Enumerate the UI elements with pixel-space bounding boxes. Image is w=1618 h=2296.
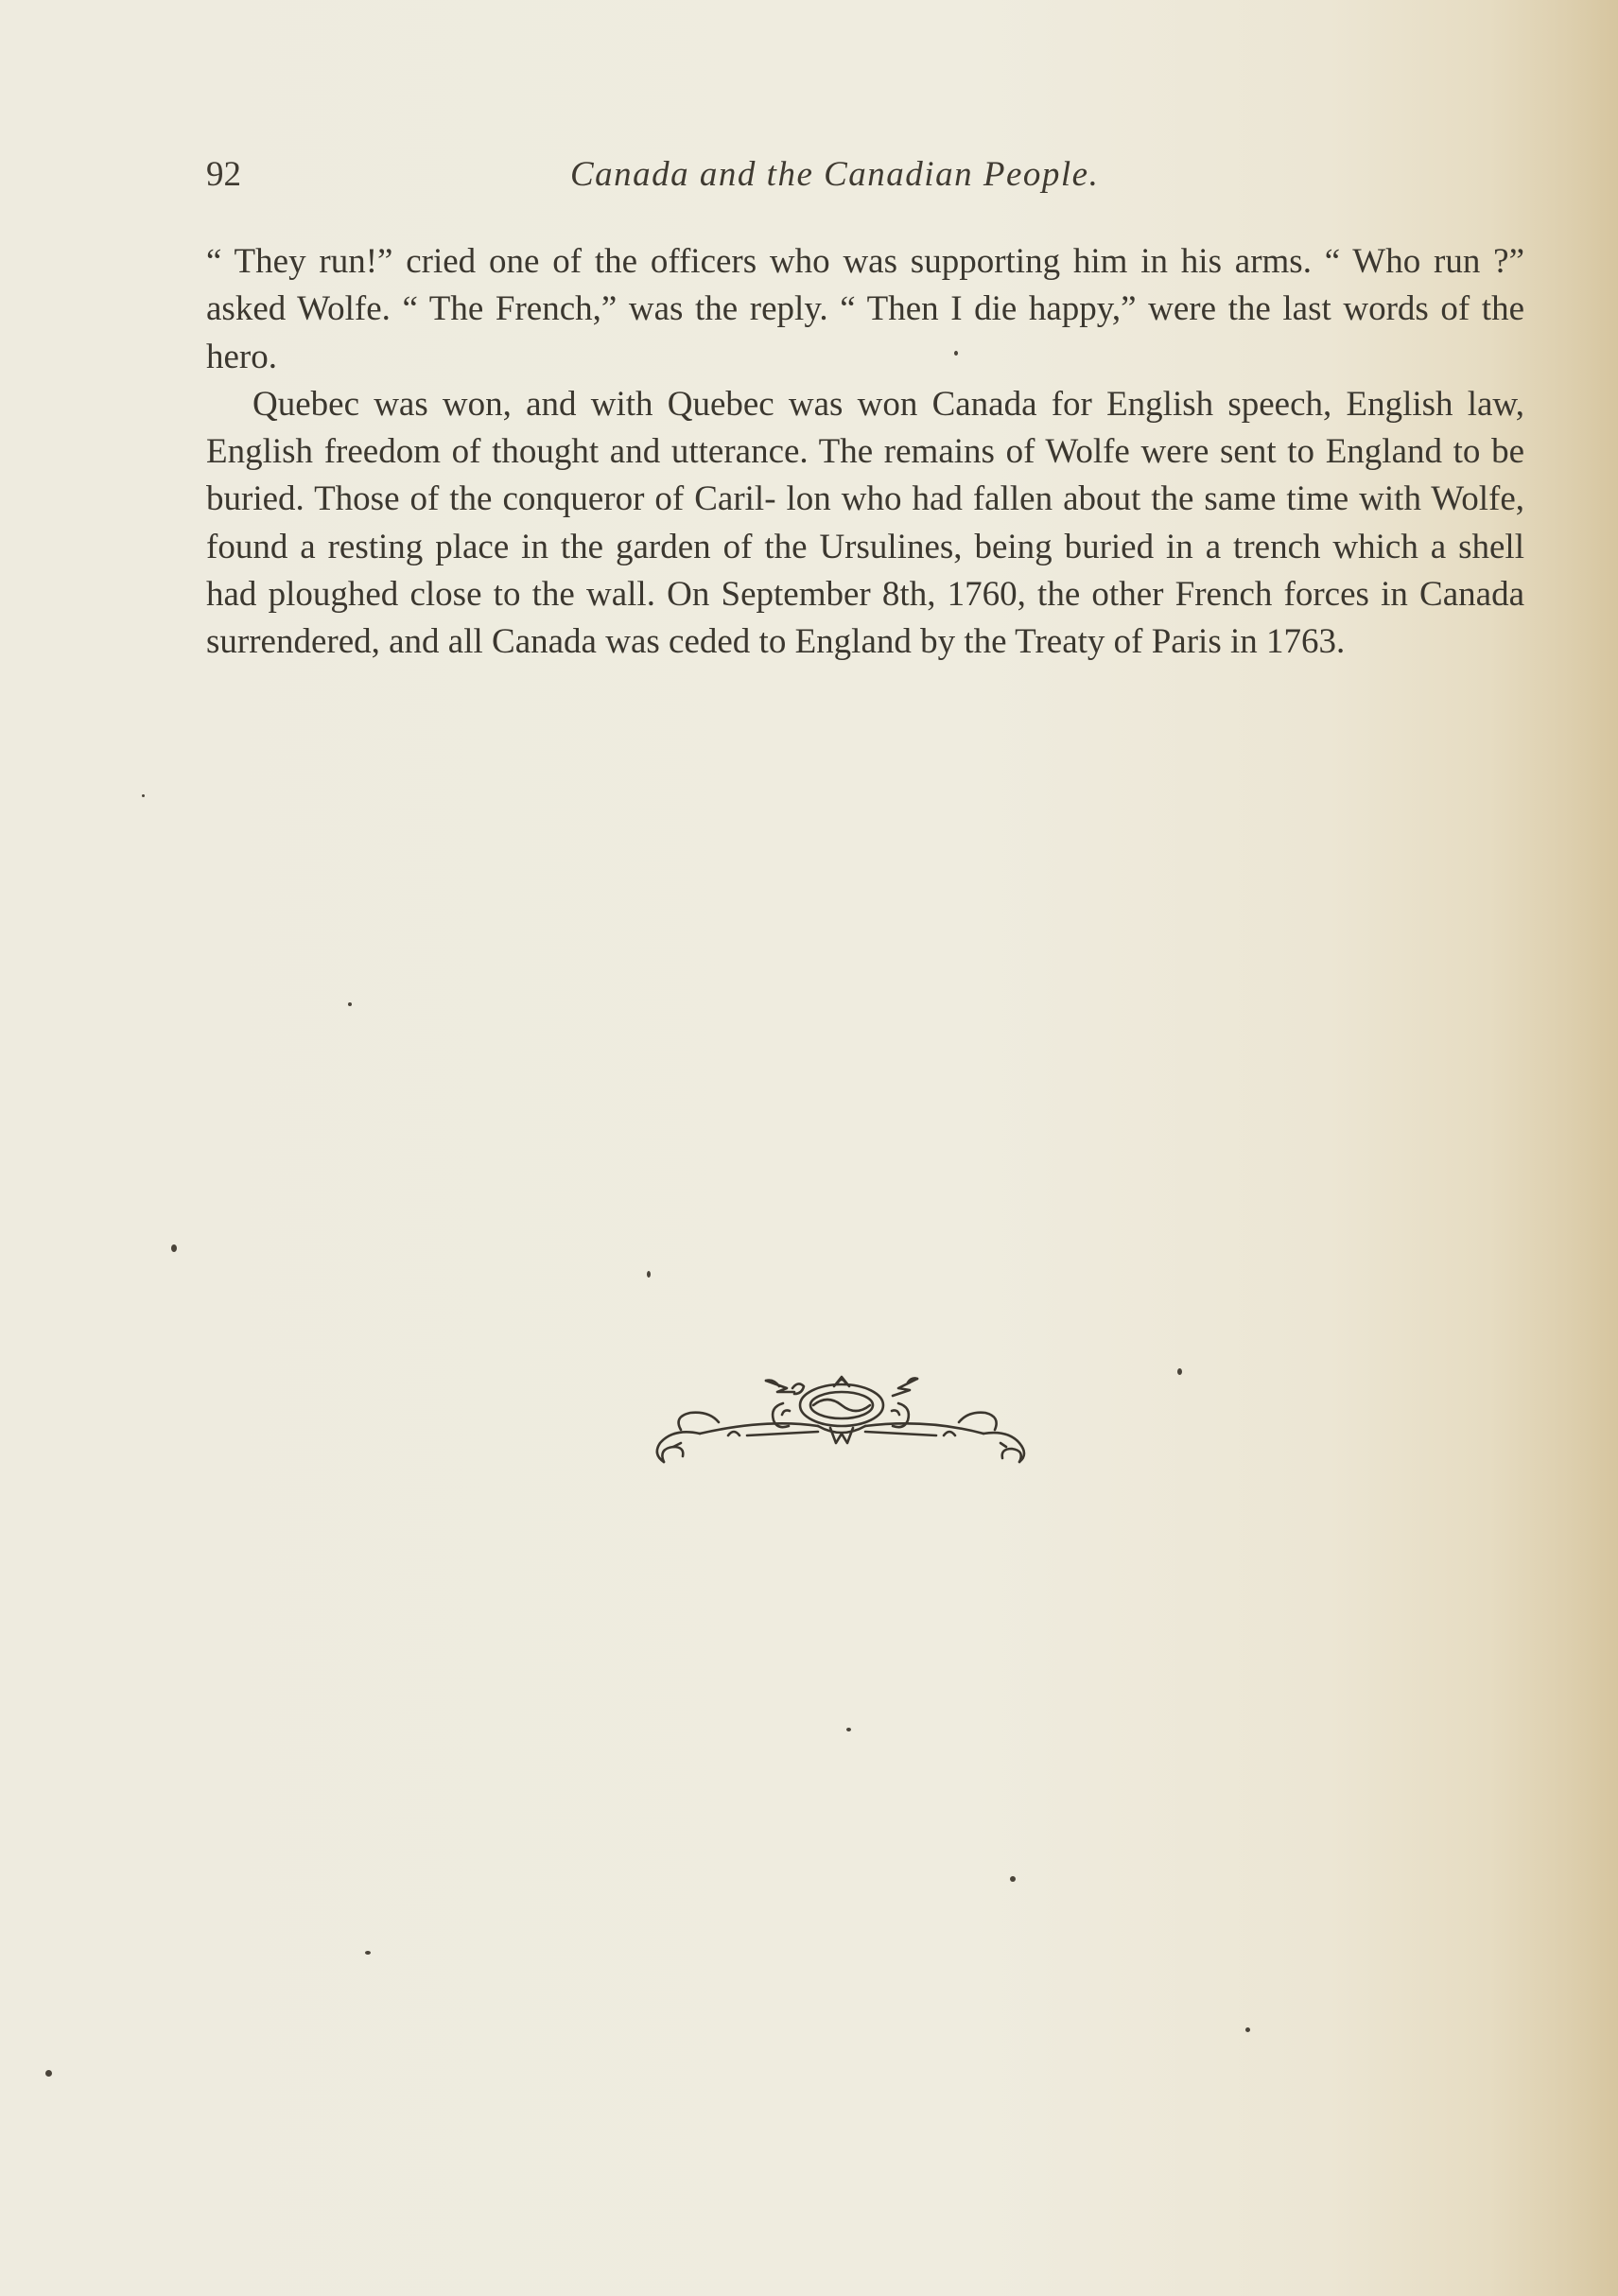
paper-speck (171, 1244, 177, 1252)
paper-speck (1177, 1368, 1182, 1375)
paper-speck (954, 351, 958, 356)
paragraph-wolfe-death: “ They run!” cried one of the officers who was supporting him in his arms. “ Who run ?” asked Wolfe. “ The French,” was the reply. “ Then I die happy,” were the last words of the hero. (206, 242, 1524, 376)
paper-speck (1010, 1876, 1016, 1882)
paper-speck (647, 1271, 651, 1278)
floral-tailpiece-ornament-icon (624, 1369, 1059, 1464)
paper-speck (365, 1951, 371, 1955)
paper-speck (1245, 2027, 1250, 2032)
body-text (206, 238, 1524, 667)
paper-speck (45, 2070, 52, 2077)
running-title: Canada and the Canadian People. (570, 155, 1100, 194)
paragraph-quebec-won: Quebec was won, and with Quebec was won Canada for English speech, English law, English freedom of thought and utterance. The remains of Wolfe were sent to England to be buried. Those of the conqueror of Caril- lon who had fallen about the same time with Wolfe, found a resting place in the garden of the Ursulines, being buried in a trench which a shell had ploughed close to the wall. On September 8th, 1760, the other French forces in Canada surrendered, and all Canada was ceded to England by the Treaty of Paris in 1763. (206, 384, 1524, 662)
paper-speck (348, 1002, 352, 1006)
running-header (206, 154, 1524, 200)
paper-speck (142, 794, 145, 797)
page-number: 92 (206, 155, 241, 194)
paper-speck (846, 1728, 851, 1731)
